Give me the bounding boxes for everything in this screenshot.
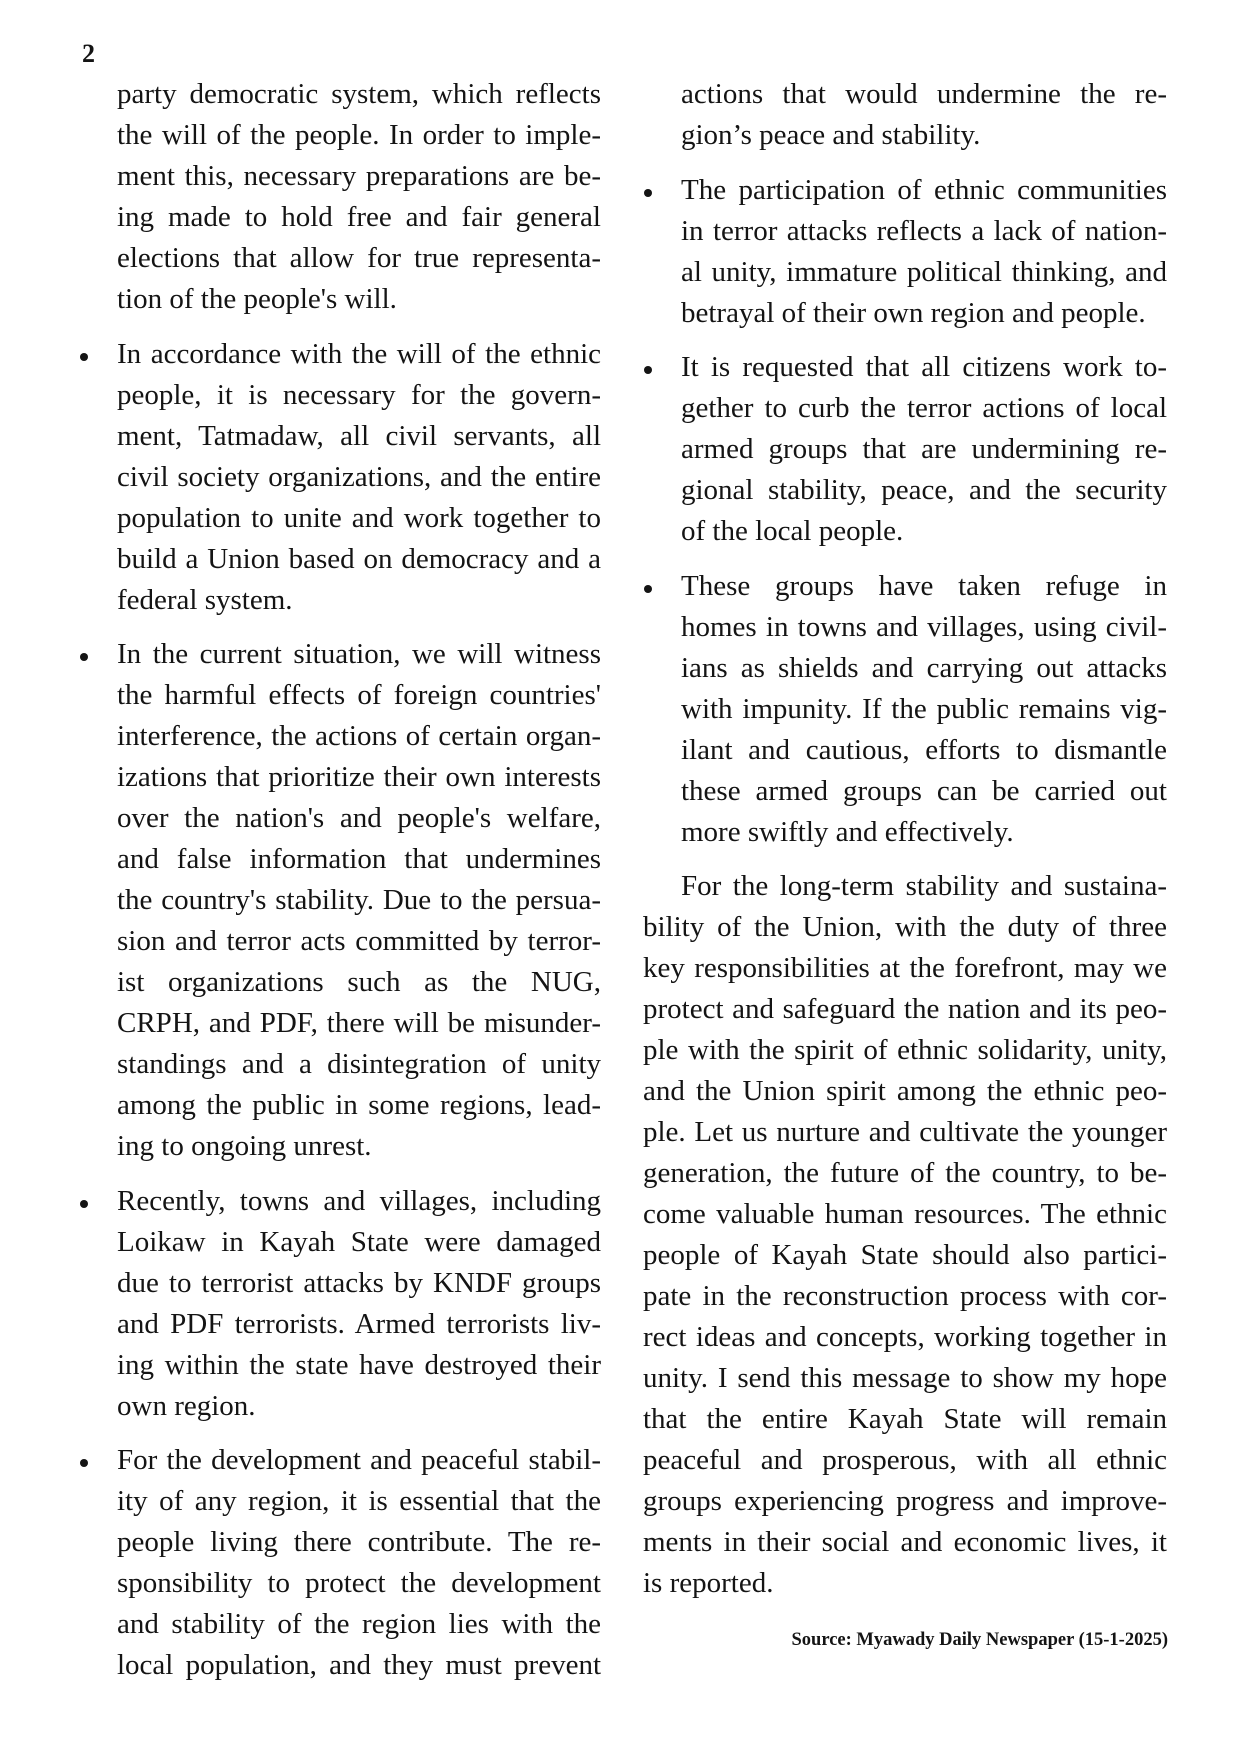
text-line: ing made to hold free and fair general	[117, 201, 601, 233]
text-line: key responsibilities at the forefront, may we	[643, 952, 1167, 984]
text-line: For the long-term stability and sustaina-	[681, 870, 1167, 902]
text-line: own region.	[117, 1389, 256, 1422]
text-line: over the nation's and people's welfare,	[117, 802, 601, 834]
text-line: In accordance with the will of the ethnic	[117, 337, 601, 370]
bullet-item	[643, 170, 1167, 334]
text-line: unity. I send this message to show my hope	[643, 1362, 1167, 1394]
text-line: and false information that undermines	[117, 843, 601, 875]
text-line: sion and terror acts committed by terror-	[117, 925, 601, 957]
bullet-icon	[644, 366, 652, 374]
text-line: and the Union spirit among the ethnic peo-	[643, 1075, 1167, 1107]
text-line: federal system.	[117, 583, 293, 616]
text-line: peaceful and prosperous, with all ethnic	[643, 1444, 1167, 1476]
paragraph-text	[681, 74, 1167, 156]
bullet-icon	[80, 1200, 88, 1208]
continued-paragraph	[643, 74, 1167, 156]
bullet-item-text	[681, 566, 1167, 853]
text-line: generation, the future of the country, to be-	[643, 1157, 1167, 1189]
text-line: Recently, towns and villages, including	[117, 1184, 601, 1217]
text-line: ing within the state have destroyed their	[117, 1348, 601, 1381]
bullet-item	[117, 1181, 601, 1427]
text-line: groups experiencing progress and improve-	[643, 1485, 1167, 1517]
text-line: ing to ongoing unrest.	[117, 1130, 372, 1162]
right-column	[643, 74, 1167, 1618]
text-line: These groups have taken refuge in	[681, 569, 1167, 602]
text-line: standings and a disintegration of unity	[117, 1048, 601, 1080]
text-line: more swiftly and effectively.	[681, 815, 1014, 848]
text-line: the harmful effects of foreign countries'	[117, 679, 601, 711]
bullet-item	[643, 566, 1167, 853]
paragraph-text	[643, 866, 1167, 1604]
text-line: ians as shields and carrying out attacks	[681, 651, 1167, 684]
text-line: ment this, necessary preparations are be-	[117, 160, 601, 192]
bullet-item-text	[117, 634, 601, 1167]
bullet-icon	[80, 353, 88, 361]
text-line: among the public in some regions, lead-	[117, 1089, 601, 1121]
text-line: civil society organizations, and the entire	[117, 460, 601, 493]
text-line: the country's stability. Due to the persua-	[117, 884, 601, 916]
text-line: party democratic system, which reflects	[117, 78, 601, 110]
text-line: ple. Let us nurture and cultivate the younger	[643, 1116, 1167, 1148]
bullet-icon	[80, 1459, 88, 1467]
bullet-icon	[644, 585, 652, 593]
text-line: people of Kayah State should also partici-	[643, 1239, 1167, 1271]
text-line: It is requested that all citizens work to-	[681, 351, 1167, 383]
text-line: gional stability, peace, and the security	[681, 474, 1167, 506]
text-line: sponsibility to protect the development	[117, 1567, 601, 1599]
text-line: ist organizations such as the NUG,	[117, 966, 601, 998]
bullet-item-text	[117, 1181, 601, 1427]
bullet-icon	[644, 189, 652, 197]
text-line: Loikaw in Kayah State were damaged	[117, 1225, 601, 1258]
text-line: elections that allow for true representa-	[117, 242, 601, 274]
text-line: come valuable human resources. The ethnic	[643, 1198, 1167, 1230]
text-line: people, it is necessary for the govern-	[117, 378, 601, 411]
text-line: ments in their social and economic lives, it	[643, 1526, 1167, 1558]
text-line: betrayal of their own region and people.	[681, 296, 1146, 329]
text-line: homes in towns and villages, using civil-	[681, 610, 1167, 643]
left-column	[117, 74, 601, 1700]
text-line: population to unite and work together to	[117, 501, 601, 534]
text-line: bility of the Union, with the duty of three	[643, 911, 1167, 943]
bullet-item	[117, 334, 601, 621]
text-line: local population, and they must prevent	[117, 1649, 601, 1681]
text-line: and PDF terrorists. Armed terrorists liv-	[117, 1307, 601, 1340]
text-line: tion of the people's will.	[117, 283, 397, 315]
text-line: izations that prioritize their own interests	[117, 761, 601, 793]
text-line: ment, Tatmadaw, all civil servants, all	[117, 419, 601, 452]
text-line: ple with the spirit of ethnic solidarity, unity,	[643, 1034, 1167, 1066]
bullet-item	[117, 1440, 601, 1686]
text-line: armed groups that are undermining re-	[681, 433, 1167, 465]
closing-paragraph	[643, 866, 1167, 1604]
bullet-item	[117, 634, 601, 1167]
text-line: For the development and peaceful stabil-	[117, 1444, 601, 1476]
bullet-item-text	[681, 347, 1167, 552]
text-line: The participation of ethnic communities	[681, 173, 1167, 206]
text-line: build a Union based on democracy and a	[117, 542, 601, 575]
text-line: ity of any region, it is essential that the	[117, 1485, 601, 1517]
text-line: CRPH, and PDF, there will be misunder-	[117, 1007, 601, 1039]
continued-paragraph	[117, 74, 601, 320]
text-line: interference, the actions of certain organ-	[117, 720, 601, 752]
text-line: actions that would undermine the re-	[681, 78, 1167, 110]
text-line: of the local people.	[681, 515, 904, 547]
text-line: al unity, immature political thinking, and	[681, 255, 1167, 288]
bullet-icon	[80, 653, 88, 661]
text-line: ilant and cautious, efforts to dismantle	[681, 733, 1167, 766]
text-line: due to terrorist attacks by KNDF groups	[117, 1266, 601, 1299]
text-line: and stability of the region lies with the	[117, 1608, 601, 1640]
bullet-item-text	[681, 170, 1167, 334]
bullet-item	[643, 347, 1167, 552]
paragraph-text	[117, 74, 601, 320]
text-line: the will of the people. In order to imple-	[117, 119, 601, 151]
text-line: these armed groups can be carried out	[681, 774, 1167, 807]
text-line: with impunity. If the public remains vig-	[681, 692, 1167, 725]
source-credit: Source: Myawady Daily Newspaper (15-1-2025)	[791, 1630, 1168, 1650]
text-line: that the entire Kayah State will remain	[643, 1403, 1167, 1435]
text-line: people living there contribute. The re-	[117, 1526, 601, 1558]
text-line: gether to curb the terror actions of local	[681, 392, 1167, 424]
text-line: protect and safeguard the nation and its peo-	[643, 993, 1167, 1025]
text-line: In the current situation, we will witness	[117, 638, 601, 670]
text-line: pate in the reconstruction process with cor-	[643, 1280, 1167, 1312]
text-line: in terror attacks reflects a lack of nation-	[681, 214, 1167, 247]
bullet-item-text	[117, 334, 601, 621]
text-line: is reported.	[643, 1567, 774, 1599]
bullet-item-text	[117, 1440, 601, 1686]
text-line: gion’s peace and stability.	[681, 119, 981, 151]
page-number: 2	[82, 39, 95, 68]
text-line: rect ideas and concepts, working together in	[643, 1321, 1167, 1353]
